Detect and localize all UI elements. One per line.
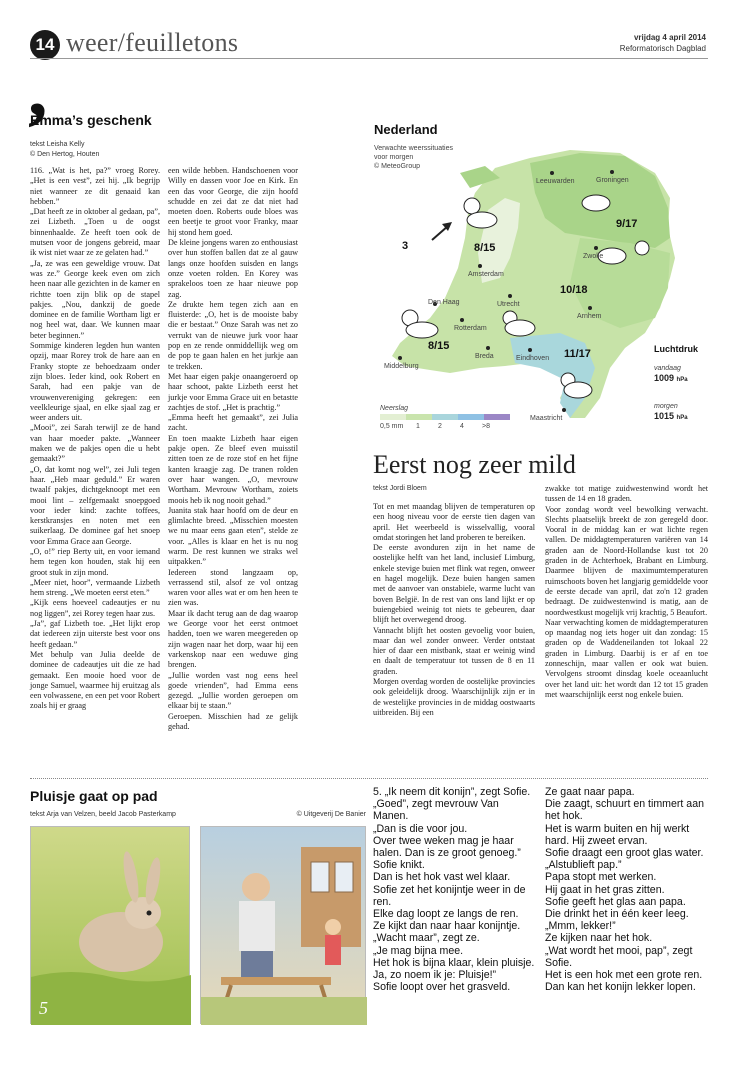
temp-label-coast: 8/15 — [428, 340, 450, 352]
workshop-illustration — [200, 826, 366, 1024]
paragraph: Met behulp van Julia deelde de dominee de cadeautjes uit die ze had gemaakt. Een mooie hoed voor de jonge Samuel, waarmee hij eruitzag als een volwassene, en een pet voor Robert zoals hij er graag — [30, 649, 160, 711]
legend-swatch — [484, 414, 510, 420]
paragraph: „Wacht maar”, zegt ze. — [373, 932, 480, 945]
paragraph: Het hok is bijna klaar, klein pluisje. — [373, 956, 535, 969]
legend-swatch — [380, 414, 406, 420]
city-label: Utrecht — [497, 301, 520, 308]
kids-publisher-credit: © Uitgeverij De Banier — [296, 811, 366, 818]
paragraph: Ze kijkt dan naar haar konijntje. — [373, 920, 521, 933]
city-label: Amsterdam — [468, 271, 504, 278]
paragraph: Geroepen. Misschien had ze gelijk gehad. — [168, 711, 298, 732]
paragraph: „Je mag bijna mee. — [373, 944, 464, 957]
paragraph: „Ja”, gaf Lizbeth toe. „Het lijkt erop dat iedereen zijn uiterste best voor ons heeft gedaan.” — [30, 619, 160, 649]
kids-story-column-1 — [373, 786, 537, 993]
wind-arrow-icon — [432, 222, 452, 240]
paragraph: Hij gaat in het gras zitten. — [545, 883, 665, 896]
paragraph: „Kijk eens hoeveel cadeautjes er nu nog liggen”, zei Rorey tegen haar zus. — [30, 598, 160, 618]
city-label: Leeuwarden — [536, 178, 575, 185]
paragraph: „Mmm, lekker!” — [545, 920, 616, 933]
cloud-sun-icon-coast — [402, 310, 438, 338]
city-label: Eindhoven — [516, 355, 550, 362]
map-copyright: © MeteoGroup — [374, 163, 421, 170]
paragraph: Ja, zo noem ik je: Pluisje!” — [373, 969, 497, 982]
pressure-today-label: vandaag — [654, 365, 681, 372]
panel-number: 5 — [39, 998, 48, 1018]
pressure-title: Luchtdruk — [654, 344, 698, 354]
legend-tick: 2 — [438, 423, 442, 430]
paragraph: Voor zondag wordt veel bewolking verwacht. Slechts plaatselijk breekt de zon geregeld door. Vooral in de middag kan er wat lichte regen vallen. De middagtemperaturen variëren van 14 graden aan de Noord-Hollandse kust tot 20 graden in de Achterhoek, Brabant en Limburg. Daarmee blijven de maximumtemperaturen ruimschoots boven het langjarig gemiddelde voor de eerste decade van april, dat zo'n 12 graden bedraagt. De zuidwestenwind is matig, aan de noordwestkust mogelijk vrij krachtig, 5 Beaufort. — [545, 504, 708, 617]
paragraph: Vannacht blijft het oosten gevoelig voor buien, maar dan wel zonder onweer. Verder ontstaat hier of daar een mistbank, staat er weinig wind en daalt de temperatuur tot tussen de 8 en 11 graden. — [373, 625, 535, 676]
paragraph: Ze drukte hem tegen zich aan en fluisterde: „O, het is de mooiste baby die er bestaat.” Onze Sarah was net zo verrukt van de nieuwe jurk voor haar pop en ze rende onmiddellijk weg om de pop te gaan halen en het jurkje aan te trekken. — [168, 299, 298, 371]
paragraph: Dan kan het konijn lekker lopen. — [545, 981, 696, 994]
paragraph: Ze kijken naar het hok. — [545, 932, 653, 945]
workshop-image — [201, 827, 367, 1025]
legend-tick: 1 — [416, 423, 420, 430]
paragraph: Sommige kinderen legden hun wanten opzij, maar Rorey trok de hare aan en Franky stopte ze behoedzaam onder zijn bloes. Ieder kind, ook Robert en Sarah, had een pakje van de vrouwenvereniging gekregen: een veelkleurige sjaal, en elke sjaal zag er weer anders uit. — [30, 341, 160, 423]
paragraph: Papa stopt met werken. — [545, 871, 657, 884]
paragraph: „Wat wordt het mooi, pap”, zegt Sofie. — [545, 944, 693, 969]
kids-story-title: Pluisje gaat op pad — [30, 788, 158, 804]
temp-label-west: 8/15 — [474, 242, 496, 254]
city-label: Den Haag — [428, 299, 460, 306]
precip-legend-bar — [380, 414, 510, 420]
paragraph: Elke dag loopt ze langs de ren. — [373, 908, 519, 921]
map-subtitle-line1: Verwachte weerssituaties — [374, 145, 453, 152]
rabbit-illustration — [30, 826, 190, 1024]
pressure-today — [654, 373, 688, 383]
comma-logo: , — [28, 45, 48, 132]
temp-label-south: 11/17 — [564, 348, 591, 360]
paragraph: Die drinkt het in één keer leeg. — [545, 908, 689, 921]
city-label: Zwolle — [583, 253, 604, 260]
paragraph: Sofie loopt over het grasveld. — [373, 981, 511, 994]
paragraph: Sofie knikt. — [373, 859, 425, 872]
map-svg — [370, 118, 710, 448]
paragraph: Iedereen stond langzaam op, verrassend stil, alsof ze vol ontzag waren voor alles wat er om hen heen te zien was. — [168, 567, 298, 608]
section-divider — [30, 778, 708, 779]
paragraph: Met haar eigen pakje onaangeroerd op haar schoot, pakte Lizbeth eerst het jurkje voor Emma Grace uit en betastte zachtjes de stof. „Het is prachtig.” — [168, 371, 298, 412]
weather-article-credit: tekst Jordi Bloem — [373, 485, 427, 492]
legend-swatch — [458, 414, 484, 420]
paragraph: „O, dat komt nog wel”, zei Juli tegen haar. „Heb maar geduld.” Er waren twaalf pakjes, dichtgeknoopt met een mooi lint – zelfgemaakt snoepgoed voor ieder kind: zachte toffees, kerstkransjes en noten met een suikerlaag. De dominee gaf het snoep voor Emma Grace aan George. — [30, 464, 160, 546]
publisher-credit: © Den Hertog, Houten — [30, 151, 100, 158]
paragraph: „Jullie worden vast nog eens heel goede vrienden”, had Emma eens gezegd. „Jullie worden geroepen om elkaar bij te staan.” — [168, 670, 298, 711]
city-label: Breda — [475, 353, 494, 360]
paragraph: 116. „Wat is het, pa?” vroeg Rorey. „Het is een vest”, zei hij. „Ik begrijp niet wanneer ze dit genaaid kan hebben.” — [30, 166, 160, 206]
city-label: Middelburg — [384, 363, 419, 370]
paragraph: Sofie draagt een groot glas water. — [545, 847, 704, 860]
city-label: Maastricht — [530, 415, 563, 422]
legend-tick: 0,5 mm — [380, 423, 404, 430]
paragraph: Juanita stak haar hoofd om de deur en glimlachte breed. „Misschien moesten we nu maar eens gaan eten”, stelde ze voor. „Alles is klaar en het is nu nog warm. De rest kunnen we straks wel uitpakken.” — [168, 505, 298, 567]
wind-force: 3 — [402, 240, 409, 252]
legend-tick: 4 — [460, 423, 464, 430]
paragraph: „Emma heeft het gemaakt”, zei Julia zacht. — [168, 413, 298, 433]
issue-date: vrijdag 4 april 2014 — [633, 33, 706, 42]
precip-legend-ticks — [380, 422, 520, 432]
paragraph: Sofie geeft het glas aan papa. — [545, 895, 686, 908]
weather-column-1 — [373, 502, 535, 718]
feuilleton-credit — [30, 140, 99, 160]
dateline — [620, 32, 706, 54]
temp-label-north: 9/17 — [616, 218, 638, 230]
city-label: Arnhem — [577, 313, 602, 320]
weather-column-2 — [545, 484, 708, 700]
header-rule — [30, 58, 708, 59]
paragraph: Dan is het hok vast wel klaar. — [373, 871, 511, 884]
page-number: 14 — [30, 30, 60, 60]
paragraph: Het is warm buiten en hij werkt hard. Hij zweet ervan. — [545, 822, 690, 847]
weather-article-title: Eerst nog zeer mild — [373, 450, 576, 479]
paragraph: „Dan is die voor jou. — [373, 822, 468, 835]
publication-name: Reformatorisch Dagblad — [619, 44, 706, 53]
legend-swatch — [406, 414, 432, 420]
paragraph: Maar ik dacht terug aan de dag waarop we George voor het eerst ontmoet hadden, toen we waren meegereden op zijn wagen naar het dorp, waar hij een varkenskop naar een weduwe ging brengen. — [168, 608, 298, 670]
section-title: weer/feuilletons — [66, 28, 239, 57]
paragraph: „Dat heeft ze in oktober al gedaan, pa”, zei Lizbeth. „Toen u de oogst binnenhaalde. Ze heeft toen ook de mutsen voor de jongens gebreid, maar ik wist niet waar ze ze gelaten had.” — [30, 207, 160, 258]
pressure-unit: hPa — [676, 415, 688, 421]
paragraph: Die zaagt, schuurt en timmert aan het hok. — [545, 798, 704, 823]
paragraph: „Ja, ze was een geweldige vrouw. Dat was ze.” George keek even om zich heen naar alle gezichten in de kamer en richtte toen zijn blik op de stapel pakjes. „Nou, dankzij de goede dominee en de familie Wortham ligt er nog heel wat, daar. We kunnen maar beter beginnen.” — [30, 258, 160, 340]
paragraph: De kleine jongens waren zo enthousiast over hun stoffen ballen dat ze al gauw langs onze hoofden suisden en langs onze voeten rolden. En Korey was sprakeloos toen ze haar nieuwe pop zag. — [168, 238, 298, 299]
paragraph: En toen maakte Lizbeth haar eigen pakje open. Ze bleef even muisstil zitten toen ze de roze stof en het fijne kanten kraagje zag. De tranen rolden over haar wangen. „O, mevrouw Wortham. Mevrouw Wortham, zoiets moois heb ik nog nooit gehad.” — [168, 433, 298, 505]
weather-map — [370, 118, 710, 448]
paragraph: „O, o!” riep Berty uit, en voor iemand hem tegen kon houden, stak hij een groot stuk in zijn mond. — [30, 546, 160, 577]
paragraph: zwakke tot matige zuidwestenwind wordt het tussen de 14 en 18 graden. — [545, 484, 708, 504]
paragraph: „Goed”, zegt mevrouw Van Manen. — [373, 798, 499, 823]
feuilleton-title: Emma’s geschenk — [30, 112, 152, 128]
paragraph: Over twee weken mag je haar halen. Dan is ze groot genoeg.” — [373, 834, 521, 860]
paragraph: Naar verwachting komen de middagtemperaturen op maandag nog iets hoger uit dan zondag: 15 graden op de Waddeneilanden tot lokaal 22 graden in Limburg. Daarbij is er af en toe zonneschijn, maar vallen er ook wat buien. Vervolgens stroomt dinsdag koele oceaanlucht over het land uit: het wordt dan 12 tot 15 graden met waarschijnlijk eerst nog enkele buien. — [545, 617, 708, 699]
paragraph: Tot en met maandag blijven de temperaturen op een hoog niveau voor de eerste tien dagen van april. Het weerbeeld is wisselvallig, vooral omdat storingen het land proberen te bereiken. — [373, 502, 535, 542]
pressure-tomorrow-value: 1015 — [654, 411, 675, 421]
feuilleton-column-1 — [30, 166, 160, 712]
feuilleton-column-2 — [168, 166, 298, 732]
paragraph: Morgen overdag worden de oostelijke provincies ook geleidelijk droog. Waarschijnlijk zijn er in de westelijke provincies in de middag oostwaarts uitbreiden. Bij een — [373, 677, 535, 717]
pressure-tomorrow-label: morgen — [654, 403, 678, 410]
cloud-sun-icon-north — [582, 195, 610, 211]
paragraph: De eerste avonduren zijn in het name de oostelijke helft van het land, inclusief Limburg, enkele stevige buien met flink wat regen, onweer en hagel mogelijk. Deze buien hangen samen met de aanvoer van onstabiele, warme lucht van boven België. In de rest van ons land lijkt er op buiengebied weinig tot niets te gebeuren, daar blijft het overwegend droog. — [373, 543, 535, 625]
rabbit-image — [31, 827, 191, 1025]
paragraph: Ze gaat naar papa. — [545, 786, 635, 798]
kids-story-credit: tekst Arja van Velzen, beeld Jacob Pasterkamp — [30, 811, 176, 818]
city-label: Groningen — [596, 177, 629, 184]
paragraph: 5. „Ik neem dit konijn”, zegt Sofie. — [373, 786, 531, 798]
author-credit: tekst Leisha Kelly — [30, 141, 85, 148]
map-subtitle-line2: voor morgen — [374, 154, 414, 161]
paragraph: „Mooi”, zei Sarah terwijl ze de hand van haar moeder pakte. „Wanneer maken we de pakjes open die u hebt gemaakt?” — [30, 423, 160, 464]
temp-label-east: 10/18 — [560, 284, 588, 296]
kids-story-column-2 — [545, 786, 708, 993]
paragraph: „Meer niet, hoor”, vermaande Lizbeth hem streng. „We moeten eerst eten.” — [30, 577, 160, 598]
map-title: Nederland — [374, 122, 438, 137]
pressure-tomorrow — [654, 411, 688, 421]
legend-label: Neerslag — [380, 405, 409, 412]
legend-tick: >8 — [482, 423, 490, 430]
legend-swatch — [432, 414, 458, 420]
paragraph: Sofie zet het konijntje weer in de ren. — [373, 883, 526, 908]
city-label: Rotterdam — [454, 325, 487, 332]
pressure-unit: hPa — [676, 377, 688, 383]
paragraph: Het is een hok met een grote ren. — [545, 969, 703, 982]
paragraph: „Alstublieft pap.” — [545, 859, 622, 872]
paragraph: een wilde hebben. Handschoenen voor Willy en dassen voor Joe en Kirk. En een das voor George, die zijn hoofd schudde en zei dat ze dat niet had moeten doen. Roberts oude bloes was een beetje te groot voor Franky, maar hij stond hem goed. — [168, 166, 298, 237]
pressure-today-value: 1009 — [654, 373, 675, 383]
